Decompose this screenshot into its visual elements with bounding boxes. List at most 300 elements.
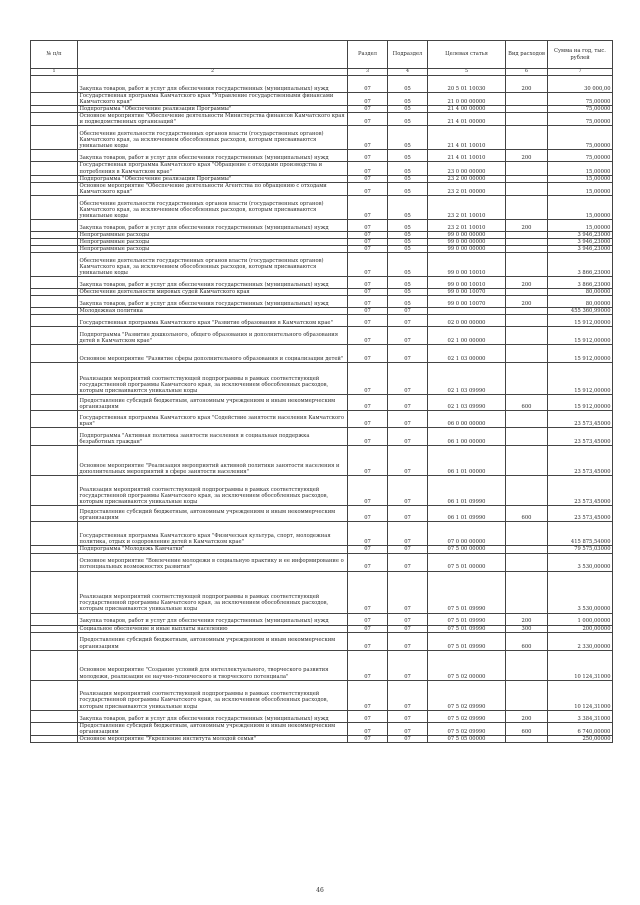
cell-sum: 15,00000 [548, 195, 613, 219]
cell-vr [506, 182, 548, 195]
cell-rz: 07 [348, 182, 388, 195]
cell-pr: 07 [388, 632, 428, 650]
cell-name: Обеспечение деятельности государственных органов власти (государственных органов) Камчатского края, за исключением обособленных расходов, которым присваиваются уникальные коды [78, 126, 348, 150]
cell-vr: 600 [506, 395, 548, 411]
table-row [31, 296, 613, 308]
cell-num [31, 150, 78, 162]
cell-num [31, 327, 78, 345]
cell-sum: 3 530,00000 [548, 553, 613, 571]
cell-cs: 23 2 01 10010 [428, 219, 506, 231]
cell-num [31, 506, 78, 522]
cell-name: Закупка товаров, работ и услуг для обеспечения государственных (муниципальных) нужд [78, 76, 348, 93]
cell-sum: 75,00000 [548, 150, 613, 162]
cell-cs: 99 0 00 00000 [428, 239, 506, 246]
cell-sum: 80,00000 [548, 289, 613, 296]
cell-vr [506, 345, 548, 363]
cell-name: Предоставление субсидий бюджетным, автономным учреждениям и иным некоммерческим организациям [78, 722, 348, 735]
table-row [31, 522, 613, 546]
table-row [31, 625, 613, 632]
cell-cs: 02 0 00 00000 [428, 315, 506, 327]
cell-sum: 23 573,45000 [548, 411, 613, 428]
cell-name: Закупка товаров, работ и услуг для обеспечения государственных (муниципальных) нужд [78, 150, 348, 162]
cell-rz: 07 [348, 253, 388, 277]
cell-sum: 75,00000 [548, 93, 613, 106]
cell-name: Подпрограмма "Обеспечение реализации Программы" [78, 106, 348, 113]
cell-vr [506, 253, 548, 277]
cell-cs: 07 5 01 09990 [428, 632, 506, 650]
cell-num [31, 315, 78, 327]
cell-rz: 07 [348, 195, 388, 219]
cell-rz: 07 [348, 113, 388, 126]
cell-vr: 300 [506, 625, 548, 632]
cell-sum: 3 530,00000 [548, 571, 613, 613]
table-row [31, 76, 613, 93]
table-body [31, 76, 613, 743]
cell-cs: 07 5 02 09990 [428, 710, 506, 722]
table-row [31, 239, 613, 246]
cell-cs: 06 1 01 09990 [428, 476, 506, 506]
cell-vr [506, 411, 548, 428]
cell-sum: 3 946,23000 [548, 231, 613, 238]
cell-vr: 600 [506, 722, 548, 735]
header-num: № п/п [31, 41, 78, 69]
cell-sum: 15,00000 [548, 182, 613, 195]
column-number: 6 [506, 69, 548, 76]
table-row [31, 162, 613, 175]
cell-cs: 21 4 01 10010 [428, 150, 506, 162]
cell-rz: 07 [348, 106, 388, 113]
cell-pr: 07 [388, 650, 428, 680]
cell-sum: 23 573,45000 [548, 428, 613, 446]
cell-num [31, 345, 78, 363]
cell-vr [506, 735, 548, 742]
cell-name: Закупка товаров, работ и услуг для обеспечения государственных (муниципальных) нужд [78, 710, 348, 722]
cell-sum: 15 912,00000 [548, 363, 613, 395]
cell-rz: 07 [348, 506, 388, 522]
cell-cs: 20 5 01 10030 [428, 76, 506, 93]
cell-name: Государственная программа Камчатского края "Физическая культура, спорт, молодежная политика, отдых и оздоровление детей в Камчатском крае" [78, 522, 348, 546]
cell-sum: 15,00000 [548, 162, 613, 175]
cell-pr: 07 [388, 680, 428, 710]
cell-rz: 07 [348, 175, 388, 182]
cell-rz: 07 [348, 277, 388, 289]
cell-rz: 07 [348, 680, 388, 710]
cell-pr: 05 [388, 126, 428, 150]
table-row [31, 680, 613, 710]
cell-rz: 07 [348, 239, 388, 246]
cell-vr: 200 [506, 710, 548, 722]
cell-vr: 200 [506, 277, 548, 289]
table-row [31, 735, 613, 742]
cell-vr [506, 315, 548, 327]
cell-cs: 21 4 01 10010 [428, 126, 506, 150]
cell-cs: 07 5 01 00000 [428, 553, 506, 571]
cell-rz: 07 [348, 296, 388, 308]
cell-num [31, 162, 78, 175]
page-number: 46 [316, 887, 324, 894]
cell-name: Предоставление субсидий бюджетным, автономным учреждениям и иным некоммерческим организациям [78, 395, 348, 411]
cell-rz: 07 [348, 395, 388, 411]
cell-cs: 99 0 00 10070 [428, 296, 506, 308]
cell-pr: 07 [388, 428, 428, 446]
cell-name: Непрограммные расходы [78, 246, 348, 253]
cell-rz: 07 [348, 93, 388, 106]
cell-name: Непрограммные расходы [78, 239, 348, 246]
table-row [31, 246, 613, 253]
cell-num [31, 231, 78, 238]
cell-rz: 07 [348, 76, 388, 93]
cell-num [31, 650, 78, 680]
cell-pr: 05 [388, 246, 428, 253]
cell-vr [506, 680, 548, 710]
cell-vr [506, 363, 548, 395]
cell-rz: 07 [348, 476, 388, 506]
cell-vr [506, 195, 548, 219]
cell-pr: 07 [388, 308, 428, 315]
cell-cs: 07 5 02 09990 [428, 722, 506, 735]
cell-cs: 06 1 00 00000 [428, 428, 506, 446]
table-row [31, 308, 613, 315]
cell-rz: 07 [348, 632, 388, 650]
cell-num [31, 289, 78, 296]
table-row [31, 106, 613, 113]
cell-name: Обеспечение деятельности государственных органов власти (государственных органов) Камчатского края, за исключением обособленных расходов, которым присваиваются уникальные коды [78, 253, 348, 277]
table-row [31, 476, 613, 506]
cell-vr: 200 [506, 296, 548, 308]
cell-pr: 07 [388, 522, 428, 546]
table-row [31, 126, 613, 150]
cell-sum: 79 575,03000 [548, 546, 613, 553]
header-sum: Сумма на год, тыс. рублей [548, 41, 613, 69]
cell-rz: 07 [348, 126, 388, 150]
cell-name: Основное мероприятие "Развитие сферы дополнительного образования и социализации детей" [78, 345, 348, 363]
cell-pr: 05 [388, 150, 428, 162]
cell-cs: 99 0 00 10010 [428, 277, 506, 289]
cell-name: Государственная программа Камчатского края "Содействие занятости населения Камчатского края" [78, 411, 348, 428]
cell-num [31, 680, 78, 710]
table-row [31, 93, 613, 106]
cell-pr: 07 [388, 625, 428, 632]
cell-num [31, 428, 78, 446]
cell-num [31, 239, 78, 246]
table-row [31, 327, 613, 345]
cell-cs: 06 1 01 00000 [428, 446, 506, 476]
cell-num [31, 76, 78, 93]
cell-vr: 200 [506, 76, 548, 93]
cell-sum: 3 946,23000 [548, 239, 613, 246]
cell-cs: 21 4 01 00000 [428, 113, 506, 126]
cell-cs: 07 5 02 09990 [428, 680, 506, 710]
cell-name: Закупка товаров, работ и услуг для обеспечения государственных (муниципальных) нужд [78, 296, 348, 308]
table-row [31, 289, 613, 296]
cell-vr [506, 289, 548, 296]
table-row [31, 395, 613, 411]
column-number: 3 [348, 69, 388, 76]
cell-pr: 07 [388, 722, 428, 735]
table-row [31, 113, 613, 126]
cell-pr: 05 [388, 182, 428, 195]
cell-sum: 10 124,31000 [548, 650, 613, 680]
cell-name: Закупка товаров, работ и услуг для обеспечения государственных (муниципальных) нужд [78, 613, 348, 625]
column-number: 1 [31, 69, 78, 76]
cell-name: Государственная программа Камчатского края "Обращение с отходами производства и потребления в Камчатском крае" [78, 162, 348, 175]
table-row [31, 722, 613, 735]
cell-name: Молодежная политика [78, 308, 348, 315]
column-number: 4 [388, 69, 428, 76]
cell-sum: 415 875,54000 [548, 522, 613, 546]
table-row [31, 428, 613, 446]
cell-sum: 10 124,31000 [548, 680, 613, 710]
cell-num [31, 296, 78, 308]
cell-name: Реализация мероприятий соответствующей подпрограммы в рамках соответствующей государственной программы Камчатского края, за исключением обособленных расходов, которым присваиваются уникальные коды [78, 571, 348, 613]
cell-sum: 3 946,23000 [548, 246, 613, 253]
table-row [31, 231, 613, 238]
cell-rz: 07 [348, 345, 388, 363]
cell-num [31, 113, 78, 126]
cell-vr: 200 [506, 219, 548, 231]
cell-vr [506, 175, 548, 182]
cell-rz: 07 [348, 571, 388, 613]
cell-sum: 75,00000 [548, 113, 613, 126]
cell-num [31, 93, 78, 106]
cell-num [31, 175, 78, 182]
cell-pr: 07 [388, 395, 428, 411]
cell-pr: 05 [388, 106, 428, 113]
cell-sum: 1 000,00000 [548, 613, 613, 625]
cell-vr: 200 [506, 150, 548, 162]
cell-sum: 23 573,45000 [548, 446, 613, 476]
table-row [31, 446, 613, 476]
column-number-row [31, 69, 613, 76]
cell-vr: 600 [506, 632, 548, 650]
cell-sum: 3 866,23000 [548, 253, 613, 277]
cell-rz: 07 [348, 411, 388, 428]
cell-cs: 23 0 00 00000 [428, 162, 506, 175]
cell-name: Подпрограмма "Обеспечение реализации Программы" [78, 175, 348, 182]
cell-name: Обеспечение деятельности мировых судей Камчатского края [78, 289, 348, 296]
table-row [31, 553, 613, 571]
cell-sum: 80,00000 [548, 296, 613, 308]
cell-name: Реализация мероприятий соответствующей подпрограммы в рамках соответствующей государственной программы Камчатского края, за исключением обособленных расходов, которым присваиваются уникальные коды [78, 363, 348, 395]
cell-pr: 05 [388, 289, 428, 296]
cell-vr [506, 162, 548, 175]
column-number: 2 [78, 69, 348, 76]
cell-num [31, 253, 78, 277]
cell-sum: 200,00000 [548, 625, 613, 632]
cell-sum: 15 912,00000 [548, 315, 613, 327]
cell-rz: 07 [348, 428, 388, 446]
cell-vr [506, 239, 548, 246]
cell-vr [506, 327, 548, 345]
cell-cs: 07 5 00 00000 [428, 546, 506, 553]
cell-num [31, 106, 78, 113]
cell-num [31, 571, 78, 613]
cell-rz: 07 [348, 710, 388, 722]
cell-name: Подпрограмма "Активная политика занятости населения и социальная поддержка безработных граждан" [78, 428, 348, 446]
cell-cs: 02 1 03 00000 [428, 345, 506, 363]
cell-cs: 23 2 01 10010 [428, 195, 506, 219]
table-row [31, 632, 613, 650]
cell-name: Обеспечение деятельности государственных органов власти (государственных органов) Камчатского края, за исключением обособленных расходов, которым присваиваются уникальные коды [78, 195, 348, 219]
cell-name: Государственная программа Камчатского края "Развитие образования в Камчатском крае" [78, 315, 348, 327]
header-rz: Раздел [348, 41, 388, 69]
table-row [31, 613, 613, 625]
cell-vr [506, 522, 548, 546]
cell-pr: 07 [388, 735, 428, 742]
cell-vr [506, 308, 548, 315]
table-row [31, 150, 613, 162]
cell-pr: 07 [388, 411, 428, 428]
cell-rz: 07 [348, 150, 388, 162]
table-row [31, 506, 613, 522]
cell-sum: 15 912,00000 [548, 395, 613, 411]
cell-vr [506, 113, 548, 126]
table-row [31, 571, 613, 613]
cell-sum: 23 573,45000 [548, 506, 613, 522]
cell-rz: 07 [348, 363, 388, 395]
cell-vr [506, 246, 548, 253]
cell-pr: 05 [388, 296, 428, 308]
cell-sum: 455 360,99000 [548, 308, 613, 315]
cell-cs: 07 5 01 09990 [428, 625, 506, 632]
cell-vr [506, 231, 548, 238]
cell-pr: 05 [388, 113, 428, 126]
cell-rz: 07 [348, 722, 388, 735]
cell-name: Основное мероприятие "Обеспечение деятельности Агентства по обращению с отходами Камчатского края" [78, 182, 348, 195]
cell-pr: 07 [388, 446, 428, 476]
cell-name: Реализация мероприятий соответствующей подпрограммы в рамках соответствующей государственной программы Камчатского края, за исключением обособленных расходов, которым присваиваются уникальные коды [78, 476, 348, 506]
cell-rz: 07 [348, 315, 388, 327]
cell-pr: 07 [388, 476, 428, 506]
cell-name: Предоставление субсидий бюджетным, автономным учреждениям и иным некоммерческим организациям [78, 506, 348, 522]
cell-cs: 02 1 03 09990 [428, 363, 506, 395]
table-row [31, 277, 613, 289]
table-row [31, 195, 613, 219]
cell-sum: 6 740,00000 [548, 722, 613, 735]
cell-name: Закупка товаров, работ и услуг для обеспечения государственных (муниципальных) нужд [78, 277, 348, 289]
cell-pr: 05 [388, 277, 428, 289]
cell-cs: 23 2 00 00000 [428, 175, 506, 182]
cell-num [31, 219, 78, 231]
cell-rz: 07 [348, 650, 388, 680]
header-name [78, 41, 348, 69]
cell-cs: 99 0 00 00000 [428, 231, 506, 238]
cell-num [31, 476, 78, 506]
cell-cs: 02 1 00 00000 [428, 327, 506, 345]
cell-num [31, 553, 78, 571]
cell-cs: 02 1 03 09990 [428, 395, 506, 411]
cell-cs: 06 0 00 00000 [428, 411, 506, 428]
cell-rz: 07 [348, 289, 388, 296]
cell-pr: 07 [388, 315, 428, 327]
cell-num [31, 411, 78, 428]
header-vr: Вид расходов [506, 41, 548, 69]
table-row [31, 345, 613, 363]
cell-pr: 05 [388, 253, 428, 277]
cell-name: Основное мероприятие "Вовлечение молодежи в социальную практику и ее информирование о потенциальных возможностях развития" [78, 553, 348, 571]
cell-cs: 23 2 01 00000 [428, 182, 506, 195]
cell-name: Основное мероприятие "Создание условий для интеллектуального, творческого развития молодежи, реализации ее научно-технического и творческого потенциала" [78, 650, 348, 680]
cell-num [31, 522, 78, 546]
cell-pr: 05 [388, 195, 428, 219]
cell-vr [506, 546, 548, 553]
table-row [31, 710, 613, 722]
budget-table [30, 40, 613, 743]
table-row [31, 175, 613, 182]
table-row [31, 219, 613, 231]
cell-rz: 07 [348, 327, 388, 345]
cell-pr: 05 [388, 76, 428, 93]
cell-name: Подпрограмма "Молодежь Камчатки" [78, 546, 348, 553]
cell-rz: 07 [348, 522, 388, 546]
cell-sum: 75,00000 [548, 106, 613, 113]
cell-name: Подпрограмма "Развитие дошкольного, общего образования и дополнительного образования детей в Камчатском крае" [78, 327, 348, 345]
cell-vr [506, 553, 548, 571]
cell-num [31, 735, 78, 742]
cell-vr [506, 650, 548, 680]
cell-num [31, 363, 78, 395]
cell-num [31, 246, 78, 253]
table-row [31, 315, 613, 327]
cell-rz: 07 [348, 546, 388, 553]
cell-num [31, 632, 78, 650]
cell-sum: 15,00000 [548, 219, 613, 231]
cell-num [31, 308, 78, 315]
cell-pr: 05 [388, 231, 428, 238]
cell-sum: 250,00000 [548, 735, 613, 742]
cell-sum: 15 912,00000 [548, 327, 613, 345]
cell-cs: 07 5 01 09990 [428, 613, 506, 625]
cell-cs: 99 0 00 00000 [428, 246, 506, 253]
cell-name: Реализация мероприятий соответствующей подпрограммы в рамках соответствующей государственной программы Камчатского края, за исключением обособленных расходов, которым присваиваются уникальные коды [78, 680, 348, 710]
cell-rz: 07 [348, 446, 388, 476]
cell-num [31, 277, 78, 289]
cell-cs: 07 5 02 00000 [428, 650, 506, 680]
cell-cs: 21 4 00 00000 [428, 106, 506, 113]
cell-rz: 07 [348, 246, 388, 253]
cell-num [31, 710, 78, 722]
cell-rz: 07 [348, 219, 388, 231]
table-row [31, 546, 613, 553]
cell-num [31, 625, 78, 632]
cell-sum: 23 573,45000 [548, 476, 613, 506]
cell-rz: 07 [348, 553, 388, 571]
cell-name: Социальное обеспечение и иные выплаты населению [78, 625, 348, 632]
cell-pr: 07 [388, 363, 428, 395]
cell-name: Государственная программа Камчатского края "Управление государственными финансами Камчатского края" [78, 93, 348, 106]
cell-vr [506, 476, 548, 506]
cell-pr: 07 [388, 546, 428, 553]
cell-pr: 07 [388, 345, 428, 363]
cell-cs: 99 0 00 10010 [428, 253, 506, 277]
cell-vr: 200 [506, 613, 548, 625]
cell-num [31, 195, 78, 219]
cell-sum: 30 000,00 [548, 76, 613, 93]
cell-pr: 07 [388, 553, 428, 571]
cell-name: Предоставление субсидий бюджетным, автономным учреждениям и иным некоммерческим организациям [78, 632, 348, 650]
cell-pr: 05 [388, 175, 428, 182]
cell-pr: 07 [388, 571, 428, 613]
cell-name: Непрограммные расходы [78, 231, 348, 238]
cell-vr: 600 [506, 506, 548, 522]
cell-sum: 75,00000 [548, 126, 613, 150]
cell-pr: 07 [388, 506, 428, 522]
cell-pr: 07 [388, 327, 428, 345]
cell-name: Основное мероприятие "Реализация мероприятий активной политики занятости населения и дополнительных мероприятий в сфере занятости населения" [78, 446, 348, 476]
cell-cs: 07 5 05 00000 [428, 735, 506, 742]
cell-vr [506, 106, 548, 113]
column-number: 7 [548, 69, 613, 76]
